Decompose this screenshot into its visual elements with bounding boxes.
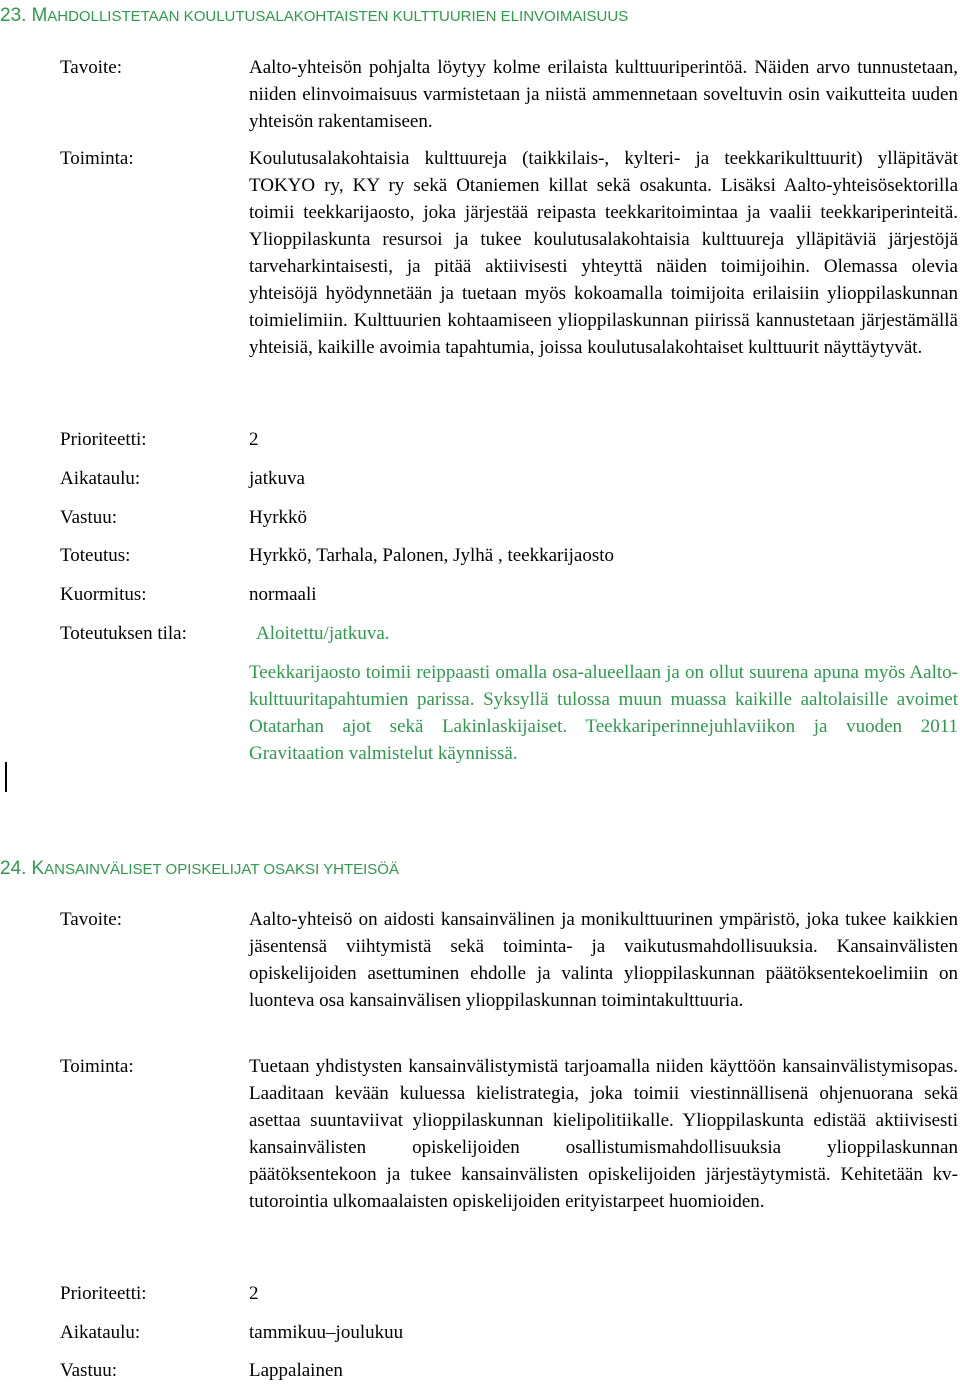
heading-initial: M [31, 5, 48, 26]
section-24-heading [0, 856, 399, 882]
toiminta-label: Toiminta: [60, 1056, 134, 1077]
tila-label: Toteutuksen tila: [60, 623, 187, 644]
change-bar [5, 762, 7, 792]
toteutus-value: Hyrkkö, Tarhala, Palonen, Jylhä , teekkarijaosto [249, 545, 615, 566]
vastuu-value: Hyrkkö [249, 507, 308, 528]
section-number: 24. [0, 858, 27, 879]
vastuu-value: Lappalainen [249, 1360, 343, 1381]
toiminta-label: Toiminta: [60, 148, 134, 169]
aikataulu-label: Aikataulu: [60, 1322, 141, 1343]
toiminta-text: Koulutusalakohtaisia kulttuureja (taikkilais-, kylteri- ja teekkarikulttuurit) ylläpitävät TOKYO ry, KY ry sekä Otaniemen killat sekä osakunta. Lisäksi Aalto-yhteisösektorilla toimii teekkarijaosto, joka järjestää reipasta teekkaritoimintaa ja vaalii teekkariperinteitä. Ylioppilaskunta resursoi ja tukee koulutusalakohtaisia kulttuureja ylläpitäviä järjestöjä tarveharkintaisesti, ja pitää aktiivisesti yhteyttä näiden toimijoihin. Olemassa olevia yhteisöjä hyödynnetään ja tuetaan myös kokoamalla toimijoita erilaisiin ylioppilaskunnan toimielimiin. Kulttuurien kohtaamiseen ylioppilaskunnan piirissä kannustetaan järjestämällä yhteisiä, kaikille avoimia tapahtumia, joissa koulutusalakohtaiset kulttuurit näyttäytyvät. [249, 148, 958, 358]
tila-value: Aloitettu/jatkuva. [256, 623, 390, 644]
aikataulu-value: tammikuu–joulukuu [249, 1322, 404, 1343]
tavoite-text: Aalto-yhteisön pohjalta löytyy kolme erilaista kulttuuriperintöä. Näiden arvo tunnustetaan, niiden elinvoimaisuus varmistetaan ja niistä ammennetaan soveltuvin osin vaikutteita uuden yhteisön rakentamiseen. [249, 57, 958, 132]
kuormitus-value: normaali [249, 584, 317, 605]
heading-rest: AHDOLLISTETAAN KOULUTUSALAKOHTAISTEN KULTTUURIEN ELINVOIMAISUUS [47, 8, 629, 25]
prioriteetti-label: Prioriteetti: [60, 429, 147, 450]
toiminta-text: Tuetaan yhdistysten kansainvälistymistä tarjoamalla niiden käyttöön kansainvälistymisopas. Laaditaan kevään kuluessa kielistrategia, joka toimii viestinnällisenä ohjenuorana sekä asettaa suuntaviivat ylioppilaskunnan kielipolitiikalle. Ylioppilaskunta edistää aktiivisesti kansainvälisten opiskelijoiden osallistumismahdollisuuksia ylioppilaskunnan päätöksentekoon ja tukee kansainvälisten opiskelijoiden järjestäytymistä. Kehitetään kv-tutorointia ulkomaalaisten opiskelijoiden erityistarpeet huomioiden. [249, 1056, 958, 1212]
toteutus-label: Toteutus: [60, 545, 131, 566]
tavoite-text: Aalto-yhteisö on aidosti kansainvälinen ja monikulttuurinen ympäristö, joka tukee kaikkien jäsentensä viihtymistä sekä toiminta- ja vaikutusmahdollisuuksia. Kansainvälisten opiskelijoiden asettuminen ehdolle ja valinta ylioppilaskunnan päätöksentekoelimiin on luonteva osa kansainvälisen ylioppilaskunnan toimintakulttuuria. [249, 909, 958, 1011]
section-number: 23. [0, 5, 27, 26]
heading-rest: ANSAINVÄLISET OPISKELIJAT OSAKSI YHTEISÖÄ [44, 861, 399, 878]
aikataulu-value: jatkuva [249, 468, 305, 489]
kuormitus-label: Kuormitus: [60, 584, 147, 605]
section-23-heading [0, 3, 628, 29]
tila-text: Teekkarijaosto toimii reippaasti omalla osa-alueellaan ja on ollut suurena apuna myös Aalto-kulttuuritapahtumien parissa. Syksyllä tulossa muun muassa kaikille aaltolaisille avoimet Otatarhan ajot sekä Lakinlaskijaiset. Teekkariperinnejuhlaviikon ja vuoden 2011 Gravitaation valmistelut käynnissä. [249, 662, 958, 764]
prioriteetti-value: 2 [249, 429, 259, 450]
tavoite-label: Tavoite: [60, 57, 122, 78]
tavoite-label: Tavoite: [60, 909, 122, 930]
aikataulu-label: Aikataulu: [60, 468, 141, 489]
vastuu-label: Vastuu: [60, 1360, 117, 1381]
vastuu-label: Vastuu: [60, 507, 117, 528]
prioriteetti-label: Prioriteetti: [60, 1283, 147, 1304]
heading-initial: K [31, 858, 45, 879]
prioriteetti-value: 2 [249, 1283, 259, 1304]
